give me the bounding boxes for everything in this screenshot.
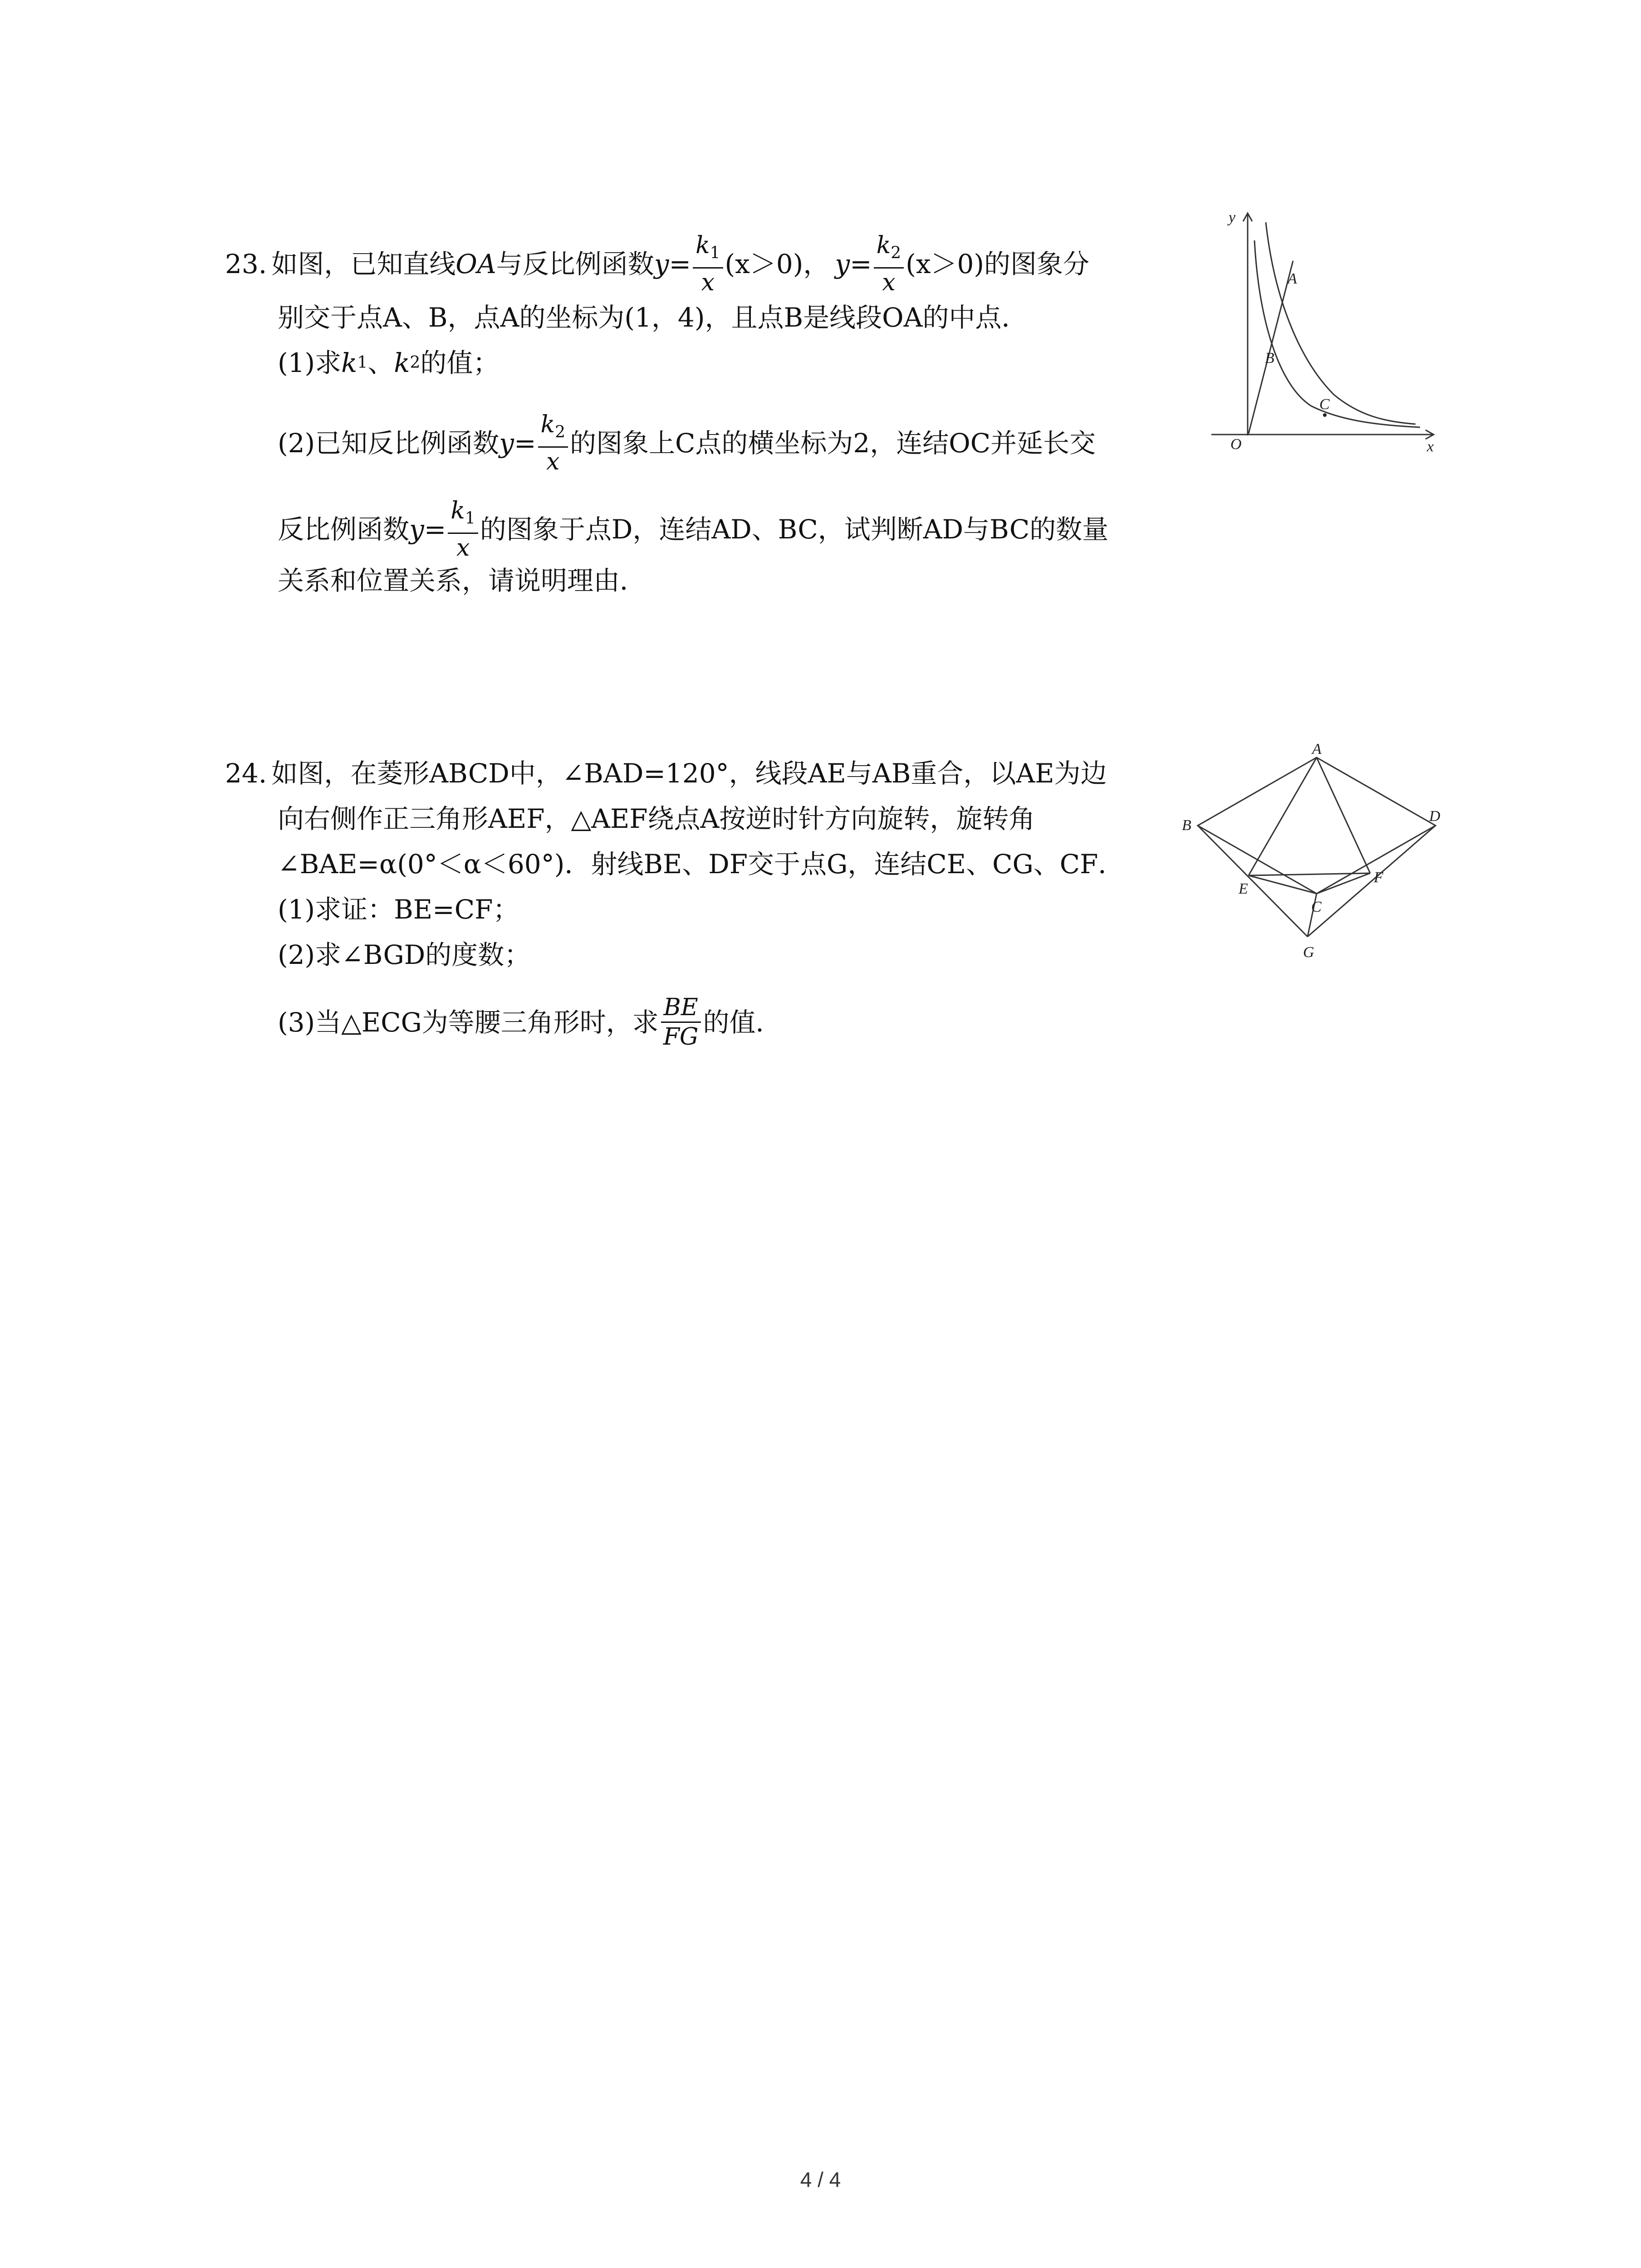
label-y: y — [1229, 209, 1236, 226]
frac-sub: 2 — [891, 244, 901, 263]
line-OA — [1249, 261, 1293, 434]
frac-sub: 2 — [555, 423, 565, 442]
label-B: B — [1265, 350, 1274, 367]
frac-sub: 1 — [710, 244, 720, 263]
label-x: x — [1427, 438, 1434, 455]
frac-num: k — [451, 497, 465, 524]
fraction-k2-over-x — [874, 231, 904, 297]
curve-k1 — [1266, 222, 1416, 424]
q23-text: 的值； — [420, 347, 500, 378]
frac-num: k — [696, 232, 710, 259]
q23-text: y= — [409, 514, 446, 545]
q23-text: OA — [456, 249, 496, 280]
q23-line-6 — [278, 562, 646, 599]
q24-line-5 — [278, 937, 530, 973]
q23-figure — [1198, 204, 1443, 458]
segment-EC — [1249, 875, 1317, 894]
q24-line-4 — [278, 891, 519, 928]
q23-text: 如图，已知直线 — [271, 249, 456, 280]
q23-text: 、 — [367, 347, 394, 378]
q23-k1: k — [341, 347, 358, 378]
q24-line-3 — [278, 846, 1124, 882]
label-E: E — [1239, 880, 1248, 897]
q24-line-6 — [278, 993, 782, 1051]
label-A: A — [1312, 744, 1322, 758]
frac-num: k — [876, 232, 891, 259]
q23-line-4 — [278, 411, 1096, 476]
fraction-BE-over-FG — [661, 993, 701, 1051]
q24-text: 如图，在菱形ABCD中，∠BAD=120°，线段AE与AB重合，以AE为边 — [271, 758, 1107, 789]
curve-k2 — [1254, 240, 1420, 427]
label-O: O — [1230, 436, 1242, 453]
segment-EF — [1249, 873, 1370, 875]
q24-text: 的值． — [703, 1007, 782, 1038]
segment-AE — [1249, 758, 1317, 875]
label-C: C — [1311, 899, 1322, 915]
fraction-k1-over-x — [693, 231, 723, 297]
q23-k2: k — [394, 347, 410, 378]
q23-k2-sub: 2 — [410, 353, 421, 372]
frac-sub: 1 — [465, 509, 475, 528]
label-A: A — [1288, 270, 1297, 287]
q24-line-1 — [225, 755, 1107, 792]
label-C: C — [1319, 396, 1330, 413]
q23-text: y= — [499, 428, 536, 459]
q23-text: y= — [654, 249, 691, 280]
segment-AF — [1317, 758, 1370, 873]
q23-text: (x＞0)的图象分 — [906, 249, 1090, 280]
rhombus-ABCD — [1198, 758, 1435, 894]
segment-CF — [1317, 873, 1370, 894]
frac-num: BE — [661, 993, 701, 1023]
q23-line-1 — [225, 231, 1089, 297]
q23-line-5 — [278, 497, 1108, 562]
page-number: 4 / 4 — [800, 2168, 841, 2191]
segment-BG — [1198, 826, 1308, 937]
q23-text: 别交于点A、B，点A的坐标为(1，4)，且点B是线段OA的中点． — [278, 302, 1028, 333]
frac-den: x — [456, 534, 470, 562]
q23-text: (2)已知反比例函数 — [278, 428, 500, 459]
q23-text: 与反比例函数 — [496, 249, 654, 280]
frac-den: x — [882, 269, 896, 297]
q24-text: ∠BAE=α(0°＜α＜60°)．射线BE、DF交于点G，连结CE、CG、CF． — [278, 849, 1125, 880]
frac-num: k — [540, 411, 555, 438]
label-D: D — [1429, 808, 1440, 825]
q23-text: 反比例函数 — [278, 514, 410, 545]
q23-k1-sub: 1 — [357, 353, 368, 372]
q23-text: 的图象于点D，连结AD、BC，试判断AD与BC的数量 — [480, 514, 1109, 545]
label-F: F — [1374, 869, 1383, 886]
q23-text: (x＞0)， — [725, 249, 830, 280]
label-G: G — [1303, 944, 1314, 961]
frac-den: x — [546, 448, 560, 476]
q24-line-2 — [278, 801, 1035, 837]
frac-den: FG — [663, 1023, 699, 1051]
segment-DG — [1308, 826, 1435, 937]
q23-text: 关系和位置关系，请说明理由． — [278, 565, 647, 596]
q23-text: y= — [835, 249, 872, 280]
q24-figure — [1180, 744, 1443, 966]
label-B: B — [1182, 817, 1191, 834]
q24-number: 24. — [225, 758, 267, 789]
q23-line-3 — [278, 345, 499, 381]
q23-line-2 — [278, 299, 1028, 336]
q24-text: (1)求证：BE=CF； — [278, 894, 519, 925]
frac-den: x — [701, 269, 715, 297]
fraction-k1-over-x — [448, 497, 478, 562]
q24-text: (3)当△ECG为等腰三角形时，求 — [278, 1007, 659, 1038]
q24-text: (2)求∠BGD的度数； — [278, 939, 531, 970]
q23-text: 的图象上C点的横坐标为2，连结OC并延长交 — [569, 428, 1096, 459]
fraction-k2-over-x — [538, 411, 568, 476]
point-C — [1323, 413, 1327, 417]
q24-text: 向右侧作正三角形AEF，△AEF绕点A按逆时针方向旋转，旋转角 — [278, 803, 1035, 834]
q23-number: 23. — [225, 249, 267, 280]
q23-text: (1)求 — [278, 347, 342, 378]
